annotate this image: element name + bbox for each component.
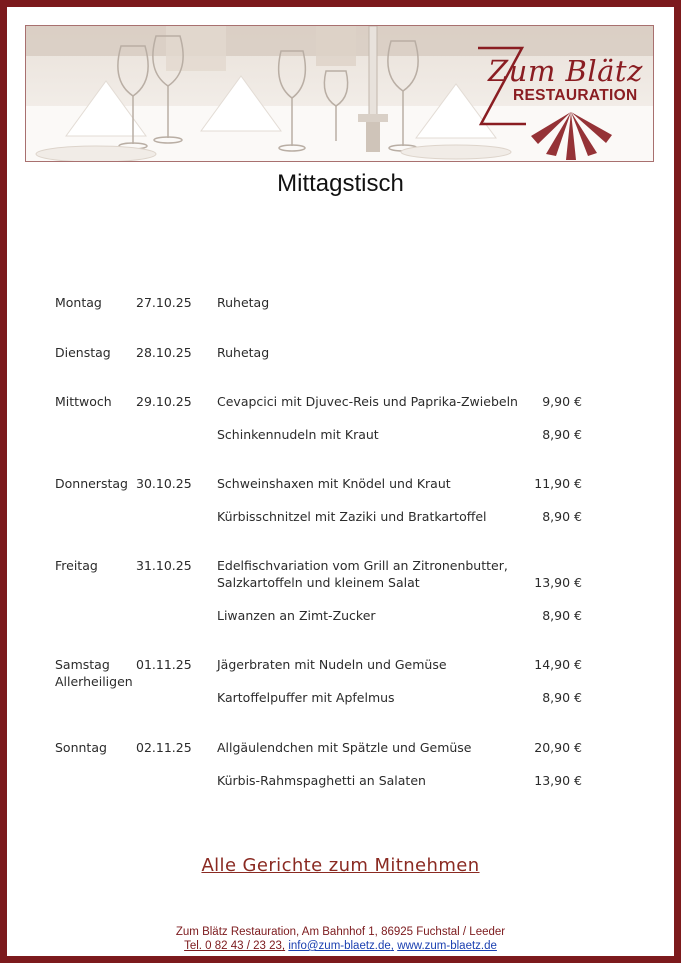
day-name: Sonntag — [55, 740, 107, 755]
day-date: 31.10.25 — [136, 558, 192, 573]
dish-price: 11,90 € — [534, 476, 582, 491]
dish-name: Jägerbraten mit Nudeln und Gemüse — [217, 657, 447, 672]
day-date: 27.10.25 — [136, 295, 192, 310]
day-name: Freitag — [55, 558, 98, 573]
dish-name: Schinkennudeln mit Kraut — [217, 427, 379, 442]
dish-name: Kürbisschnitzel mit Zaziki und Bratkartoffel — [217, 509, 487, 524]
takeaway-notice — [0, 855, 681, 876]
dish-price: 20,90 € — [534, 740, 582, 755]
day-date: 01.11.25 — [136, 657, 192, 672]
header-banner — [25, 25, 654, 162]
phone-link[interactable]: Tel. 0 82 43 / 23 23 — [184, 940, 282, 952]
day-date: 29.10.25 — [136, 394, 192, 409]
dish-price: 13,90 € — [534, 773, 582, 788]
day-date: 28.10.25 — [136, 345, 192, 360]
dish-name: Liwanzen an Zimt-Zucker — [217, 608, 376, 623]
dish-name: Kartoffelpuffer mit Apfelmus — [217, 690, 395, 705]
footer-contact: Tel. 0 82 43 / 23 23, info@zum-blaetz.de, www.zum-blaetz.de — [184, 940, 497, 952]
day-name: Montag — [55, 295, 102, 310]
day-name: Mittwoch — [55, 394, 112, 409]
logo-script: Zum Blätz — [488, 54, 643, 88]
dish-price: 8,90 € — [542, 690, 582, 705]
dish-price: 14,90 € — [534, 657, 582, 672]
day-name: Dienstag — [55, 345, 111, 360]
dish-price: 8,90 € — [542, 509, 582, 524]
dish-name: Cevapcici mit Djuvec-Reis und Paprika-Zwiebeln — [217, 394, 518, 409]
email-link[interactable]: info@zum-blaetz.de — [288, 940, 391, 952]
dish-name: Allgäulendchen mit Spätzle und Gemüse — [217, 740, 472, 755]
day-date: 30.10.25 — [136, 476, 192, 491]
website-link[interactable]: www.zum-blaetz.de — [397, 940, 497, 952]
dish-name: Edelfischvariation vom Grill an Zitronenbutter, — [217, 558, 508, 573]
dish-name: Ruhetag — [217, 295, 270, 310]
dish-price: 8,90 € — [542, 608, 582, 623]
dish-name-continued: Salzkartoffeln und kleinem Salat — [217, 575, 420, 590]
dish-name: Kürbis-Rahmspaghetti an Salaten — [217, 773, 426, 788]
page-title: Mittagstisch — [277, 170, 404, 197]
footer-address: Zum Blätz Restauration, Am Bahnhof 1, 86925 Fuchstal / Leeder — [175, 926, 506, 938]
day-date: 02.11.25 — [136, 740, 192, 755]
dish-price: 8,90 € — [542, 427, 582, 442]
holiday-note: Allerheiligen — [55, 674, 133, 689]
logo-subtitle: RESTAURATION — [513, 87, 638, 104]
day-name: Samstag — [55, 657, 110, 672]
dish-price: 9,90 € — [542, 394, 582, 409]
dish-name: Schweinshaxen mit Knödel und Kraut — [217, 476, 451, 491]
dish-price: 13,90 € — [534, 575, 582, 590]
takeaway-text: Alle Gerichte zum Mitnehmen — [201, 855, 480, 876]
day-name: Donnerstag — [55, 476, 128, 491]
dish-name: Ruhetag — [217, 345, 270, 360]
